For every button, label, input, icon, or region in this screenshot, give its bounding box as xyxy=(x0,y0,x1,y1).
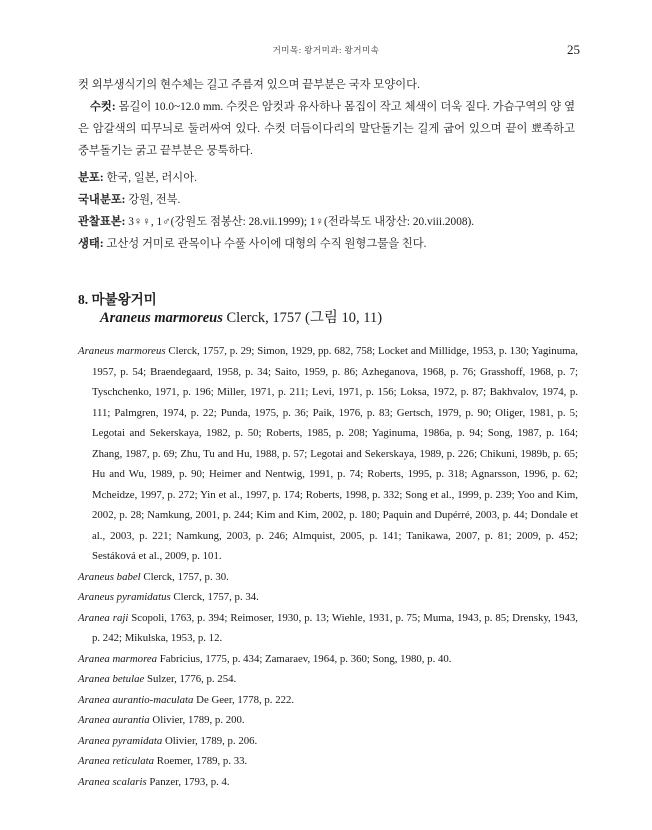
ecology-text: 고산성 거미로 관목이나 수풀 사이에 대형의 수직 원형그물을 친다. xyxy=(106,238,427,250)
species-author: Clerck, 1757 (그림 10, 11) xyxy=(226,310,383,326)
species-scientific-name: Araneus marmoreus xyxy=(100,310,223,326)
synonym-entry xyxy=(78,341,578,567)
synonym-entry xyxy=(78,710,578,731)
korea-distribution xyxy=(78,189,575,211)
synonym-citations: De Geer, 1778, p. 222. xyxy=(196,693,295,706)
synonym-citations: Clerck, 1757, p. 30. xyxy=(143,570,229,583)
synonym-entry xyxy=(78,567,578,588)
synonym-entry xyxy=(78,751,578,772)
male-description xyxy=(78,96,575,162)
synonym-entry xyxy=(78,608,578,649)
synonym-entry xyxy=(78,731,578,752)
synonym-citations: Clerck, 1757, p. 29; Simon, 1929, pp. 682, 758; Locket and Millidge, 1953, p. 130; Yaginuma, 1957, p. 54; Braendegaard, 1958, p. 34; Saito, 1959, p. 86; Azheganova, 1968, p. 76; Grasshoff, 1968, p. 7; Tyschchenko, 1971, p. 196; Miller, 1971, p. 211; Levi, 1971, p. 156; Loksa, 1972, p. 87; Bakhvalov, 1974, p. 111; Palmgren, 1974, p. 22; Punda, 1975, p. 36; Paik, 1976, p. 83; Gertsch, 1979, p. 90; Oliger, 1981, p. 5; Legotai and Sekerskaya, 1982, p. 50; Roberts, 1985, p. 208; Yaginuma, 1986a, p. 94; Song, 1987, p. 164; Zhang, 1987, p. 69; Zhu, Tu and Hu, 1988, p. 57; Legotai and Sekerskaya, 1989, p. 226; Chikuni, 1989b, p. 65; Hu and Wu, 1989, p. 90; Heimer and Nentwig, 1991, p. 74; Roberts, 1995, p. 318; Agnarsson, 1996, p. 62; Mcheidze, 1997, p. 272; Yin et al., 1997, p. 174; Roberts, 1998, p. 332; Song et al., 1999, p. 239; Yoo and Kim, 2002, p. 28; Namkung, 2001, p. 244; Kim and Kim, 2002, p. 180; Paquin and Dupérré, 2003, p. 44; Dondale et al., 2003, p. 221; Namkung, 2003, p. 246; Almquist, 2005, p. 141; Tanikawa, 2007, p. 81; 2009, p. 452; Sestáková et al., 2009, p. 101. xyxy=(92,345,578,562)
synonym-name: Aranea pyramidata xyxy=(78,734,163,747)
species-scientific-heading xyxy=(100,306,382,327)
ecology xyxy=(78,233,575,255)
synonym-name: Aranea marmorea xyxy=(78,652,158,665)
korea-text: 강원, 전북. xyxy=(128,194,181,206)
synonym-name: Araneus marmoreus xyxy=(78,345,166,357)
distribution xyxy=(78,167,575,189)
species-number: 8. xyxy=(78,292,89,307)
distribution-label: 분포: xyxy=(78,172,104,184)
synonym-citations: Olivier, 1789, p. 200. xyxy=(152,714,245,726)
synonym-name: Aranea aurantio-maculata xyxy=(78,693,194,706)
synonym-citations: Olivier, 1789, p. 206. xyxy=(164,734,258,747)
running-head: 거미목: 왕거미과: 왕거미속 xyxy=(272,45,380,55)
specimens-text: 3♀♀, 1♂(강원도 점봉산: 28.vii.1999); 1♀(전라북도 내장산: 20.viii.2008). xyxy=(128,216,475,228)
synonym-citations: Roemer, 1789, p. 33. xyxy=(156,755,248,767)
synonym-entry xyxy=(78,649,578,670)
species-heading xyxy=(78,288,157,308)
specimens xyxy=(78,211,575,233)
description-continued: 컷 외부생식기의 현수체는 길고 주름져 있으며 끝부분은 국자 모양이다. xyxy=(78,79,420,91)
synonym-name: Aranea aurantia xyxy=(78,714,150,726)
synonym-citations: Fabricius, 1775, p. 434; Zamaraev, 1964, p. 360; Song, 1980, p. 40. xyxy=(159,652,452,665)
specimens-label: 관찰표본: xyxy=(78,216,126,228)
species-korean-name: 마불왕거미 xyxy=(91,292,157,307)
synonym-entry xyxy=(78,669,578,690)
synonym-entry xyxy=(78,772,578,793)
synonym-name: Aranea reticulata xyxy=(78,755,155,767)
distribution-text: 한국, 일본, 러시아. xyxy=(106,172,197,184)
synonym-name: Aranea betulae xyxy=(78,673,145,685)
synonym-citations: Sulzer, 1776, p. 254. xyxy=(146,673,237,685)
synonym-name: Aranea scalaris xyxy=(78,775,147,788)
synonym-name: Araneus babel xyxy=(78,570,141,583)
synonym-citations: Panzer, 1793, p. 4. xyxy=(149,775,230,788)
synonym-entry xyxy=(78,690,578,711)
page-number: 25 xyxy=(567,42,580,57)
synonym-citations: Clerck, 1757, p. 34. xyxy=(173,591,259,603)
synonym-name: Araneus pyramidatus xyxy=(78,591,171,603)
synonym-citations: Scopoli, 1763, p. 394; Reimoser, 1930, p. 13; Wiehle, 1931, p. 75; Muma, 1943, p. 85; Drensky, 1943, p. 242; Mikulska, 1953, p. 12. xyxy=(92,611,578,644)
male-text: 몸길이 10.0~12.0 mm. 수컷은 암컷과 유사하나 몸집이 작고 체색이 더욱 짙다. 가슴구역의 양 옆은 암갈색의 띠무늬로 둘러싸여 있다. 수컷 더듬이다리의 말단돌기는 길게 굽어 있으며 끝이 뾰족하고 중부돌기는 굵고 끝부분은 뭉툭하다. xyxy=(78,101,575,157)
synonym-name: Aranea raji xyxy=(78,611,129,624)
synonym-list xyxy=(78,341,578,792)
ecology-label: 생태: xyxy=(78,238,104,250)
synonym-entry xyxy=(78,587,578,608)
male-label: 수컷: xyxy=(90,101,116,113)
korea-label: 국내분포: xyxy=(78,194,126,206)
